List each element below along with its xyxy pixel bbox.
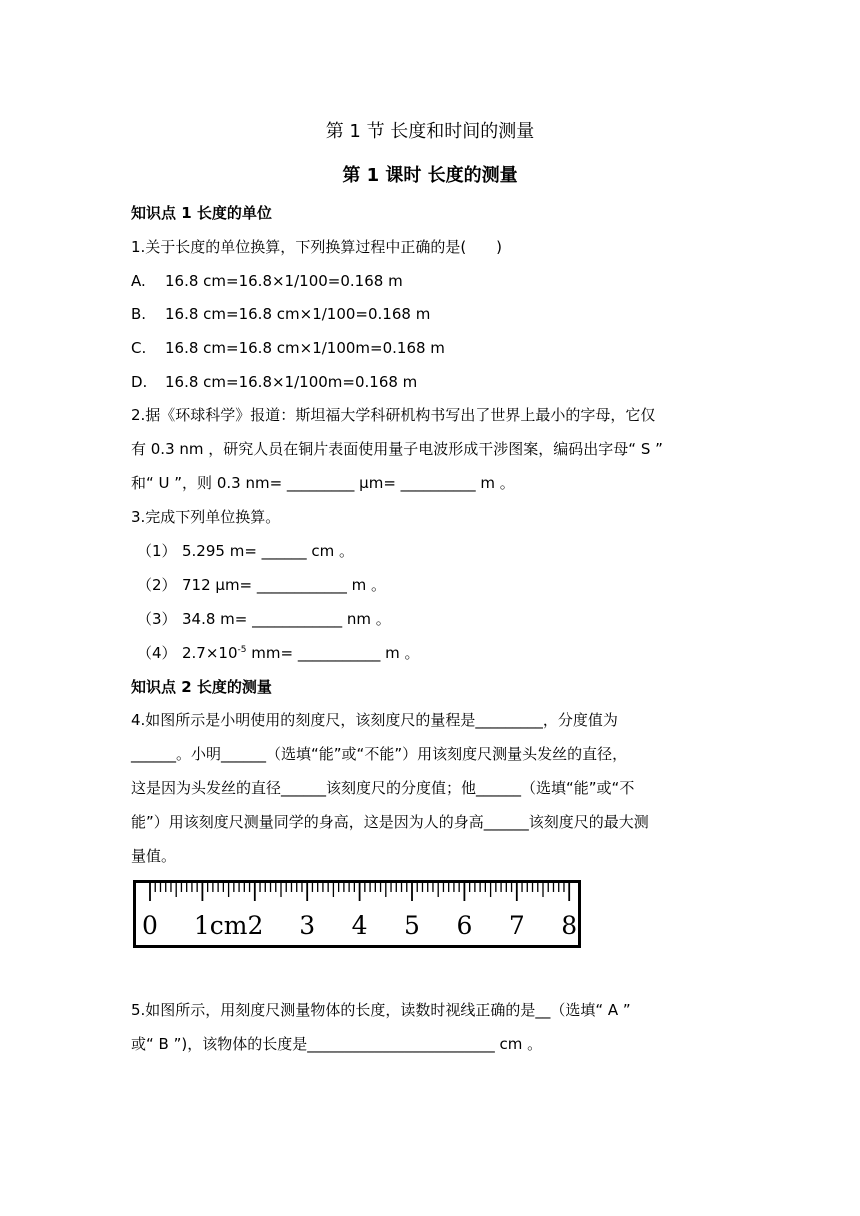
question-1-option-b [131,304,430,324]
question-2-line-1: 2.据《环球科学》报道：斯坦福大学科研机构书写出了世界上最小的字母，它仅 [131,406,656,424]
ruler-label: 5 [404,911,420,940]
lesson-title: 第 1 课时 长度的测量 [342,165,518,186]
item-text: 712 μm= ____________ m 。 [182,576,387,594]
item-label: （1） [137,542,177,560]
knowledge-point-1-heading: 知识点 1 长度的单位 [131,204,272,222]
option-label: B. [131,305,147,323]
section-title: 第 1 节 长度和时间的测量 [325,121,535,142]
option-label: C. [131,339,147,357]
question-2-line-2: 有 0.3 nm ，研究人员在铜片表面使用量子电波形成干涉图案，编码出字母“ S ” [131,440,663,458]
ruler-labels [142,911,577,940]
exponent: -5 [237,645,247,655]
question-3-item-4 [137,643,419,663]
question-4-line-5: 量值。 [131,847,177,865]
option-label: D. [131,373,148,391]
question-2-line-3: 和“ U ”，则 0.3 nm= _________ μm= __________ m 。 [131,474,515,492]
question-4-line-4: 能”）用该刻度尺测量同学的身高，这是因为人的身高______该刻度尺的最大测 [131,813,649,831]
option-text: 16.8 cm=16.8 cm×1/100=0.168 m [165,305,431,323]
item-text: 34.8 m= ____________ nm 。 [182,610,391,628]
ruler-figure [133,880,581,948]
ruler-label: 8 [561,911,578,940]
question-4-line-3: 这是因为头发丝的直径______该刻度尺的分度值；他______（选填“能”或“不 [131,779,635,797]
question-3-item-3 [137,609,391,629]
item-label: （2） [137,576,177,594]
item-text-before: 2.7×10 [182,644,238,662]
question-5-line-1: 5.如图所示，用刻度尺测量物体的长度，读数时视线正确的是__（选填“ A ” [131,1001,631,1019]
option-text: 16.8 cm=16.8×1/100m=0.168 m [165,373,418,391]
ruler-label: 3 [299,911,316,940]
question-3-stem: 3.完成下列单位换算。 [131,508,281,526]
option-text: 16.8 cm=16.8 cm×1/100m=0.168 m [165,339,445,357]
item-label: （3） [137,610,177,628]
question-5-line-2: 或“ B ”)，该物体的长度是_________________________ cm 。 [131,1035,543,1053]
question-1-option-a [131,271,403,291]
question-1-option-d [131,372,417,392]
question-4-line-1: 4.如图所示是小明使用的刻度尺，该刻度尺的量程是_________，分度值为 [131,711,618,729]
option-text: 16.8 cm=16.8×1/100=0.168 m [165,272,403,290]
ruler-label: 6 [456,911,473,940]
ruler-label: 4 [351,911,368,940]
question-3-item-2 [137,575,386,595]
question-1-stem: 1.关于长度的单位换算，下列换算过程中正确的是( ) [131,238,503,256]
item-label: （4） [137,644,177,662]
option-label: A. [131,272,146,290]
item-text: 5.295 m= ______ cm 。 [182,542,355,560]
ruler-label: 1cm2 [193,911,264,940]
ruler-label: 7 [508,911,525,940]
knowledge-point-2-heading: 知识点 2 长度的测量 [131,678,272,696]
ruler-label: 0 [142,911,158,940]
question-3-item-1 [137,541,354,561]
question-4-line-2: ______。小明______（选填“能”或“不能”）用该刻度尺测量头发丝的直径， [131,745,628,763]
item-text-after: mm= ___________ m 。 [246,644,420,662]
question-1-option-c [131,338,445,358]
